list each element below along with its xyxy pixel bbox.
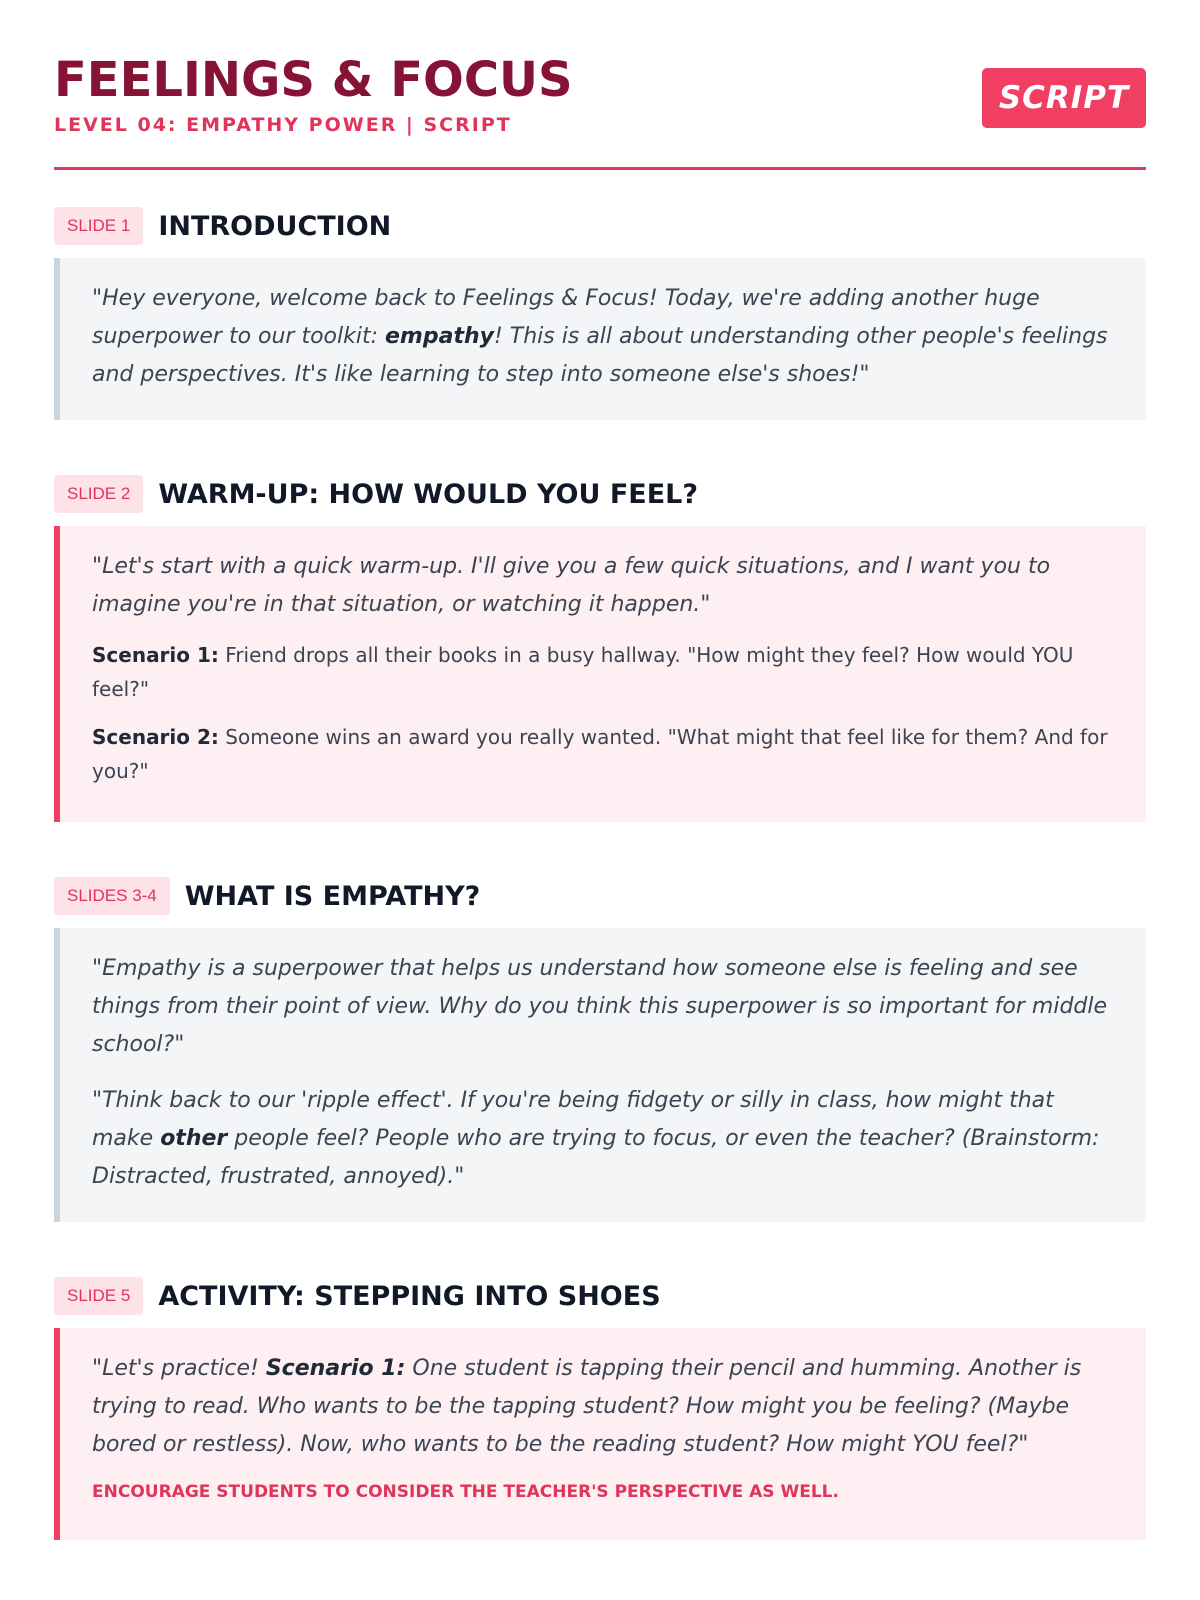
slide-tag: SLIDE 2 bbox=[54, 475, 143, 513]
section-title: ACTIVITY: STEPPING INTO SHOES bbox=[158, 1280, 661, 1312]
script-badge: SCRIPT bbox=[982, 68, 1146, 128]
section-header bbox=[54, 474, 1146, 514]
quote-text: "Let's practice! bbox=[92, 1356, 266, 1381]
script-quote bbox=[92, 1082, 1114, 1196]
section-slide-1 bbox=[54, 206, 1146, 420]
section-header bbox=[54, 206, 1146, 246]
slide-tag: SLIDES 3-4 bbox=[54, 877, 170, 915]
scenario-text: Someone wins an award you really wanted. "What might that feel like for them? And for you?" bbox=[92, 725, 1108, 783]
section-title: WHAT IS EMPATHY? bbox=[184, 880, 481, 912]
teacher-note: ENCOURAGE STUDENTS TO CONSIDER THE TEACHER'S PERSPECTIVE AS WELL. bbox=[92, 1482, 839, 1502]
section-header bbox=[54, 1276, 1146, 1316]
page-title: FEELINGS & FOCUS bbox=[54, 52, 573, 108]
slide-tag: SLIDE 1 bbox=[54, 207, 143, 245]
section-title: WARM-UP: HOW WOULD YOU FEEL? bbox=[158, 478, 699, 510]
script-quote bbox=[92, 280, 1114, 394]
section-title: INTRODUCTION bbox=[158, 210, 392, 242]
section-slides-3-4 bbox=[54, 876, 1146, 1222]
quote-emphasis: empathy bbox=[385, 324, 494, 349]
page-header bbox=[54, 0, 1146, 170]
section-slide-5 bbox=[54, 1276, 1146, 1540]
scenario-label: Scenario 2: bbox=[92, 725, 219, 749]
script-card bbox=[54, 258, 1146, 420]
page-subtitle: LEVEL 04: EMPATHY POWER | SCRIPT bbox=[54, 114, 512, 136]
quote-text: people feel? People who are trying to focus, or even the teacher? (Brainstorm: Distracted, frustrated, annoyed)." bbox=[92, 1126, 1100, 1189]
script-card bbox=[54, 526, 1146, 822]
section-slide-2 bbox=[54, 474, 1146, 822]
slide-tag: SLIDE 5 bbox=[54, 1277, 143, 1315]
script-card bbox=[54, 928, 1146, 1222]
scenario-item bbox=[92, 720, 1114, 788]
quote-text: ! This is all about understanding other people's feelings and perspectives. It's like learning to step into someone else's shoes!" bbox=[92, 324, 1108, 387]
quote-text: One student is tapping their pencil and humming. Another is trying to read. Who wants to be the tapping student? How might you be feeling? (Maybe bored or restless). Now, who wants to be the reading student? How might YOU feel?" bbox=[92, 1356, 1082, 1457]
quote-text: "Think back to our 'ripple effect'. If you're being fidgety or silly in class, how might that make bbox=[92, 1088, 1054, 1151]
script-quote bbox=[92, 1350, 1114, 1464]
script-quote: "Empathy is a superpower that helps us understand how someone else is feeling and see things from their point of view. Why do you think this superpower is so important for middle school?" bbox=[92, 956, 1108, 1057]
scenario-item bbox=[92, 638, 1114, 706]
script-quote: "Let's start with a quick warm-up. I'll give you a few quick situations, and I want you to imagine you're in that situation, or watching it happen." bbox=[92, 554, 1051, 617]
scenario-label: Scenario 1: bbox=[92, 643, 219, 667]
quote-emphasis: Scenario 1: bbox=[265, 1356, 406, 1381]
script-card bbox=[54, 1328, 1146, 1540]
scenario-text: Friend drops all their books in a busy hallway. "How might they feel? How would YOU feel?" bbox=[92, 643, 1074, 701]
section-header bbox=[54, 876, 1146, 916]
quote-text: "Hey everyone, welcome back to Feelings & Focus! Today, we're adding another huge superpower to our toolkit: bbox=[92, 286, 1040, 349]
quote-emphasis: other bbox=[160, 1126, 228, 1151]
